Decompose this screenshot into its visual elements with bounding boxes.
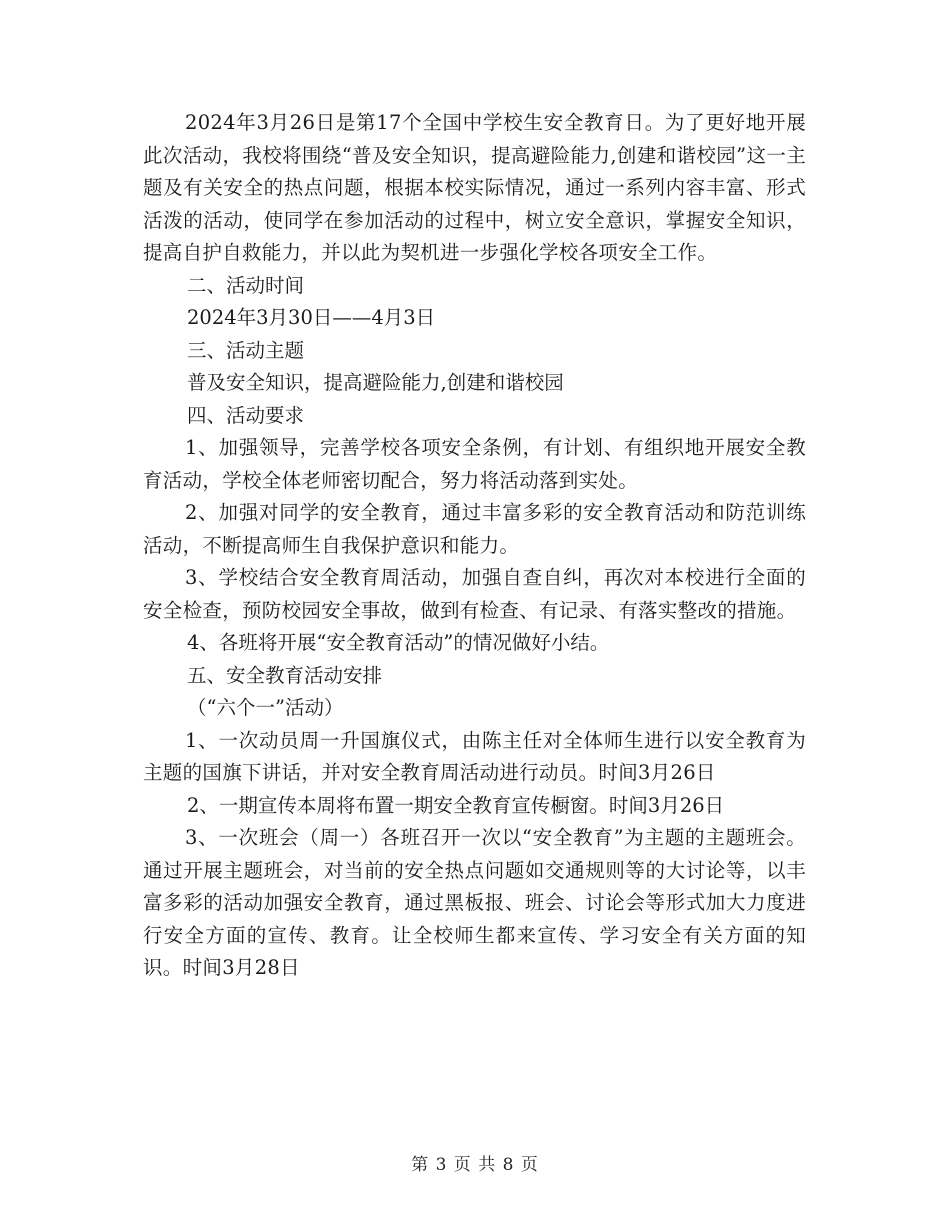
requirement-item-3: 3、学校结合安全教育周活动，加强自查自纠，再次对本校进行全面的安全检查，预防校园安全事故，做到有检查、有记录、有落实整改的措施。 xyxy=(143,566,806,622)
activity-theme-value: 普及安全知识，提高避险能力,创建和谐校园 xyxy=(187,371,564,394)
document-body xyxy=(143,107,806,985)
activity-time-value: 2024年3月30日——4月3日 xyxy=(187,306,436,329)
requirement-item-1: 1、加强领导，完善学校各项安全条例，有计划、有组织地开展安全教育活动，学校全体老师密切配合，努力将活动落到实处。 xyxy=(143,436,806,492)
requirement-item-2: 2、加强对同学的安全教育，通过丰富多彩的安全教育活动和防范训练活动，不断提高师生自我保护意识和能力。 xyxy=(143,501,806,557)
page-number-footer: 第 3 页 共 8 页 xyxy=(411,1155,539,1175)
intro-paragraph: 2024年3月26日是第17个全国中学校生安全教育日。为了更好地开展此次活动，我校将围绕“普及安全知识，提高避险能力,创建和谐校园”这一主题及有关安全的热点问题，根据本校实际情况，通过一系列内容丰富、形式活泼的活动，使同学在参加活动的过程中，树立安全意识，掌握安全知识，提高自护自救能力，并以此为契机进一步强化学校各项安全工作。 xyxy=(143,111,806,264)
schedule-item-1: 1、一次动员周一升国旗仪式，由陈主任对全体师生进行以安全教育为主题的国旗下讲话，并对安全教育周活动进行动员。时间3月26日 xyxy=(143,728,806,784)
schedule-subtitle: （“六个一”活动） xyxy=(187,696,344,719)
section-heading-activity-time: 二、活动时间 xyxy=(187,273,305,297)
section-heading-activity-requirements: 四、活动要求 xyxy=(187,403,305,427)
requirement-item-4: 4、各班将开展“安全教育活动”的情况做好小结。 xyxy=(187,631,610,654)
section-heading-activity-theme: 三、活动主题 xyxy=(187,338,305,362)
section-heading-activity-schedule: 五、安全教育活动安排 xyxy=(187,663,383,687)
schedule-item-3: 3、一次班会（周一）各班召开一次以“安全教育”为主题的主题班会。通过开展主题班会，对当前的安全热点问题如交通规则等的大讨论等，以丰富多彩的活动加强安全教育，通过黑板报、班会、讨论会等形式加大力度进行安全方面的宣传、教育。让全校师生都来宣传、学习安全有关方面的知识。时间3月28日 xyxy=(143,826,806,979)
schedule-item-2: 2、一期宣传本周将布置一期安全教育宣传橱窗。时间3月26日 xyxy=(187,793,725,817)
